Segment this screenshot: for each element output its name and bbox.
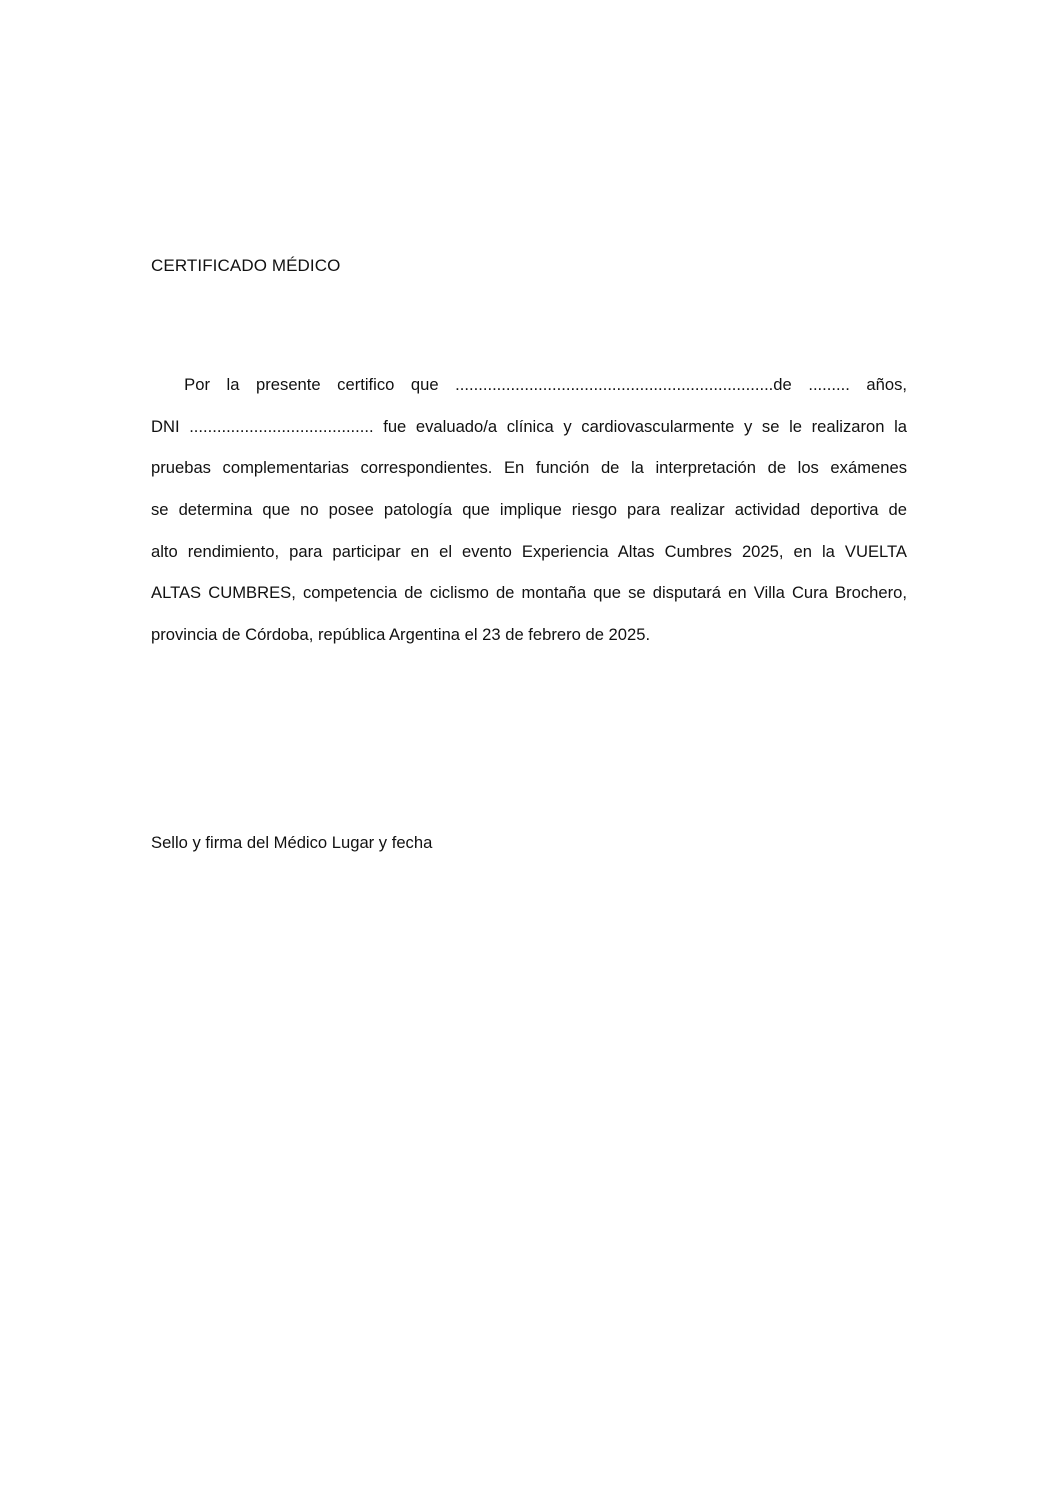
body-line-6: ALTAS CUMBRES, competencia de ciclismo de montaña que se disputará en Villa Cura Brochero,	[151, 583, 907, 603]
body-line-2: DNI ........................................ fue evaluado/a clínica y cardiovascularmente y se le realizaron la	[151, 416, 907, 436]
body-line-4: se determina que no posee patología que implique riesgo para realizar actividad deportiva de	[151, 500, 907, 520]
body-line-3: pruebas complementarias correspondientes. En función de la interpretación de los exámenes	[151, 458, 907, 478]
body-line-5: alto rendimiento, para participar en el evento Experiencia Altas Cumbres 2025, en la VUELTA	[151, 541, 907, 561]
document-title: CERTIFICADO MÉDICO	[151, 256, 341, 275]
certificate-body	[151, 373, 907, 665]
signature-line: Sello y firma del Médico Lugar y fecha	[151, 833, 433, 852]
body-line-1: Por la presente certifico que .....................................................................de ......... años,	[151, 375, 907, 394]
body-line-7: provincia de Córdoba, república Argentina el 23 de febrero de 2025.	[151, 625, 651, 645]
